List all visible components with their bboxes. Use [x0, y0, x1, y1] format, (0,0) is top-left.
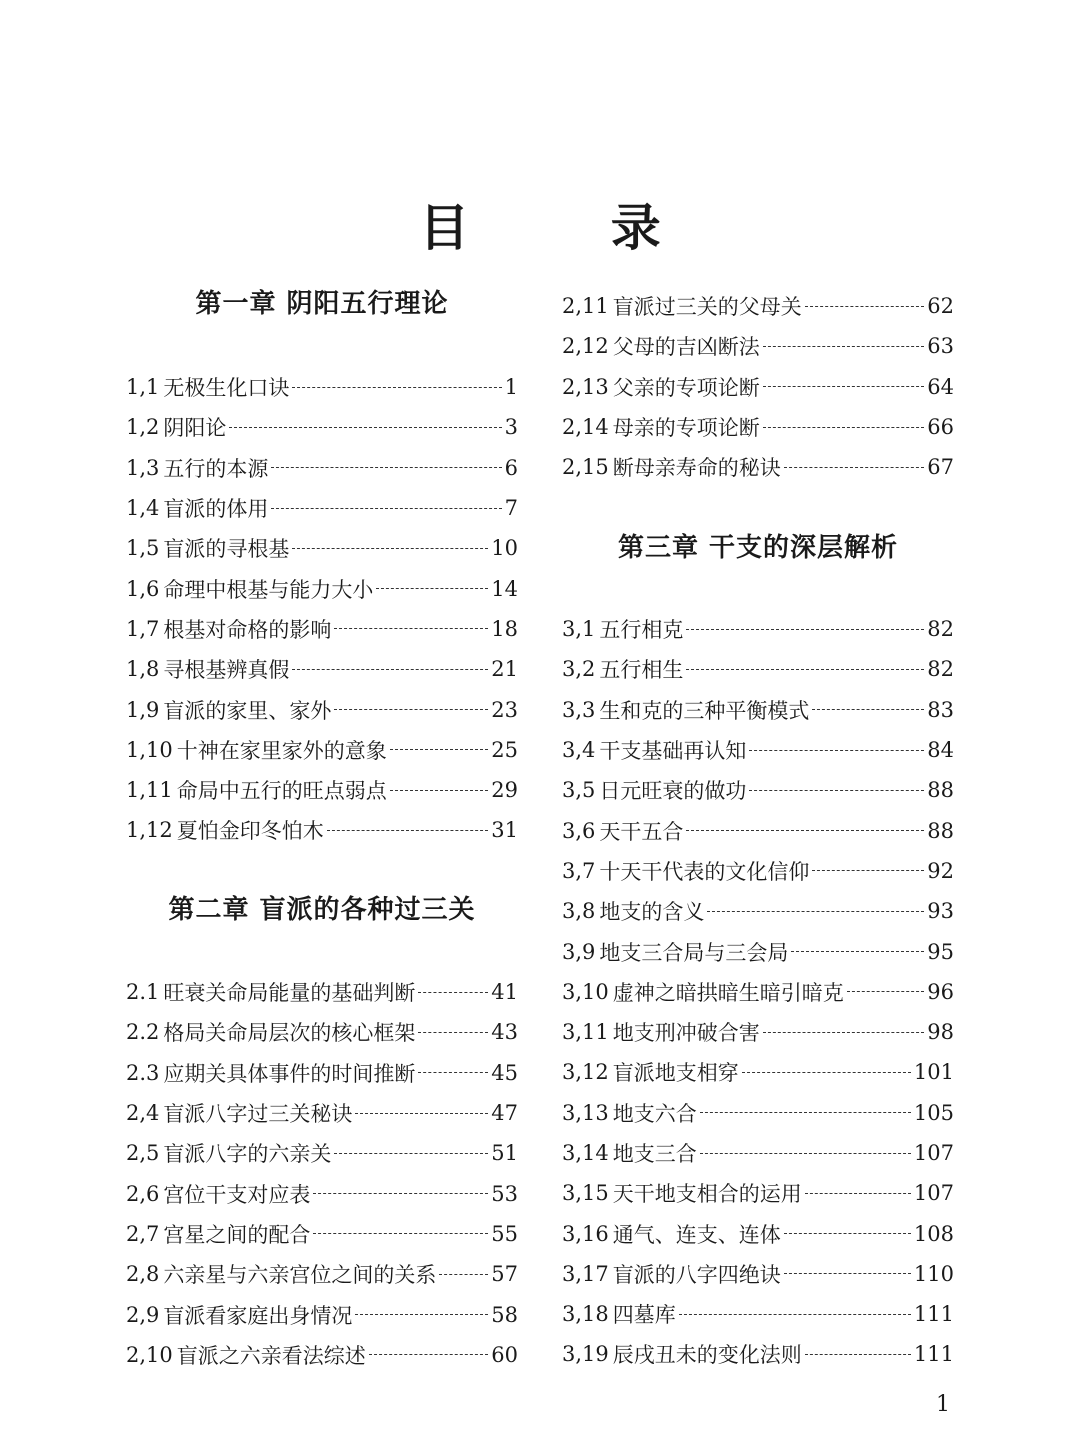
toc-entry-title: 天干五合 [599, 819, 684, 844]
toc-entry-number: 2,7 [126, 1221, 160, 1246]
toc-entry-title: 盲派地支相穿 [612, 1061, 739, 1086]
toc-entry-title: 十天干代表的文化信仰 [599, 859, 810, 884]
dash-leader [334, 709, 488, 710]
dash-leader [376, 588, 488, 589]
toc-entry-number: 1,3 [126, 455, 160, 480]
toc-entry-page: 29 [491, 778, 518, 803]
toc-entry-page: 23 [491, 697, 518, 722]
toc-entry-number: 3,16 [562, 1221, 609, 1246]
toc-entry-number: 2.1 [126, 980, 160, 1005]
toc-entry-page: 82 [927, 657, 954, 682]
toc-entry-number: 3,9 [562, 939, 596, 964]
dash-leader [418, 1032, 488, 1033]
toc-entry-title: 盲派看家庭出身情况 [163, 1303, 353, 1328]
toc-entry-title: 夏怕金印冬怕木 [176, 819, 324, 844]
toc-entry-number: 2,4 [126, 1101, 160, 1126]
toc-entry-number: 3,3 [562, 697, 596, 722]
toc-entry [562, 1294, 954, 1334]
dash-leader [229, 427, 501, 428]
toc-entry-page: 62 [927, 294, 954, 319]
toc-entry [126, 609, 518, 649]
toc-entry-title: 盲派的寻根基 [163, 537, 290, 562]
toc-entry-title: 四墓库 [612, 1303, 676, 1328]
toc-entry-page: 105 [913, 1100, 954, 1125]
toc-entry [562, 407, 954, 447]
toc-entry-page: 67 [927, 455, 954, 480]
toc-entry-page: 7 [504, 496, 518, 521]
dash-leader [390, 749, 489, 750]
toc-entry-number: 1,10 [126, 737, 173, 762]
dash-leader [749, 790, 924, 791]
toc-entry-title: 六亲星与六亲宫位之间的关系 [163, 1263, 437, 1288]
toc-entry-title: 应期关具体事件的时间推断 [163, 1061, 416, 1086]
toc-entry-page: 111 [913, 1342, 954, 1367]
toc-entry-number: 2,14 [562, 415, 609, 440]
toc-entry-number: 3,7 [562, 858, 596, 883]
toc-entry [562, 891, 954, 931]
dash-leader [763, 386, 925, 387]
toc-entry-number: 3,1 [562, 617, 596, 642]
toc-entry-page: 25 [491, 737, 518, 762]
toc-entry-page: 53 [491, 1181, 518, 1206]
toc-entry [126, 972, 518, 1012]
dash-leader [742, 1072, 911, 1073]
toc-entry-number: 1,9 [126, 697, 160, 722]
toc-list-chapter-1 [126, 367, 518, 851]
toc-entry [562, 1173, 954, 1213]
toc-entry [126, 810, 518, 850]
toc-entry-title: 根基对命格的影响 [163, 617, 332, 642]
dash-leader [334, 1153, 488, 1154]
toc-entry-page: 55 [491, 1221, 518, 1246]
toc-entry [562, 286, 954, 326]
toc-entry-title: 五行的本源 [163, 456, 269, 481]
toc-entry [126, 1294, 518, 1334]
toc-entry-page: 84 [927, 738, 954, 763]
toc-entry-page: 93 [927, 899, 954, 924]
toc-entry-page: 57 [491, 1262, 518, 1287]
toc-entry-title: 天干地支相合的运用 [612, 1182, 802, 1207]
toc-entry-number: 2,9 [126, 1302, 160, 1327]
toc-entry-page: 107 [913, 1141, 954, 1165]
toc-entry-title: 阴阳论 [163, 416, 227, 441]
toc-entry-title: 五行相克 [599, 618, 684, 643]
toc-entry [126, 1012, 518, 1052]
toc-list-chapter-2-part-1 [126, 972, 518, 1375]
toc-entry [562, 770, 954, 810]
toc-entry-number: 1,4 [126, 496, 160, 521]
toc-entry-page: 110 [913, 1261, 954, 1286]
chapter-heading-2: 第二章 盲派的各种过三关 [168, 895, 476, 925]
toc-entry-page: 95 [927, 939, 954, 964]
dash-leader [847, 991, 925, 992]
dash-leader [686, 629, 924, 630]
toc-entry-page: 66 [927, 415, 954, 440]
toc-entry-page: 60 [491, 1342, 518, 1367]
dash-leader [313, 1233, 488, 1234]
toc-entry-title: 寻根基辨真假 [163, 658, 290, 683]
dash-leader [334, 628, 488, 629]
toc-entry-page: 82 [927, 617, 954, 642]
dash-leader [418, 992, 488, 993]
toc-entry-page: 58 [491, 1302, 518, 1327]
toc-entry-title: 地支刑冲破合害 [612, 1021, 760, 1046]
dash-leader [679, 1314, 911, 1315]
toc-entry-number: 2.3 [126, 1060, 160, 1085]
dash-leader [784, 1233, 911, 1234]
toc-entry [562, 1093, 954, 1133]
toc-entry [562, 609, 954, 649]
toc-entry-title: 无极生化口诀 [163, 376, 290, 401]
dash-leader [763, 427, 925, 428]
toc-entry [562, 1334, 954, 1374]
toc-entry-number: 3,6 [562, 818, 596, 843]
toc-entry-number: 3,17 [562, 1261, 609, 1286]
toc-entry [562, 690, 954, 730]
dash-leader [805, 1354, 911, 1355]
dash-leader [791, 951, 924, 952]
toc-entry-title: 地支三合 [612, 1142, 697, 1166]
toc-entry-number: 3,11 [562, 1020, 609, 1045]
toc-entry-title: 盲派的八字四绝诀 [612, 1262, 781, 1287]
toc-entry-page: 64 [927, 374, 954, 399]
toc-list-chapter-3 [562, 609, 954, 1375]
dash-leader [763, 1032, 925, 1033]
toc-entry [126, 1335, 518, 1375]
toc-entry-page: 111 [913, 1302, 954, 1327]
toc-entry [562, 649, 954, 689]
toc-entry-page: 96 [927, 979, 954, 1004]
toc-entry-page: 45 [491, 1060, 518, 1085]
toc-entry-title: 通气、连支、连体 [612, 1222, 781, 1247]
toc-entry-page: 101 [913, 1060, 954, 1085]
dash-leader [707, 911, 924, 912]
toc-entry [562, 1052, 954, 1092]
toc-entry-title: 地支六合 [612, 1101, 697, 1126]
toc-entry-title: 五行相生 [599, 658, 684, 683]
toc-entry-page: 92 [927, 858, 954, 883]
toc-entry-page: 31 [491, 818, 518, 843]
toc-entry [126, 367, 518, 407]
toc-entry-page: 83 [927, 697, 954, 722]
toc-entry-page: 14 [491, 576, 518, 601]
toc-entry-title: 宫星之间的配合 [163, 1222, 311, 1247]
toc-entry [126, 1053, 518, 1093]
toc-entry-page: 41 [491, 980, 518, 1005]
toc-entry-number: 1,2 [126, 415, 160, 440]
toc-entry-title: 命理中根基与能力大小 [163, 577, 374, 602]
chapter-heading-3: 第三章 干支的深层解析 [617, 533, 899, 563]
dash-leader [271, 508, 501, 509]
toc-entry [562, 810, 954, 850]
toc-entry [126, 1093, 518, 1133]
dash-leader [805, 306, 925, 307]
toc-entry-page: 10 [491, 536, 518, 561]
toc-entry-number: 3,2 [562, 657, 596, 682]
toc-entry-page: 6 [504, 455, 518, 480]
toc-entry [562, 1213, 954, 1253]
dash-leader [355, 1113, 488, 1114]
page-title: 目 录 [419, 199, 723, 257]
dash-leader [812, 709, 924, 710]
chapter-heading-1: 第一章 阴阳五行理论 [195, 289, 449, 319]
toc-entry [126, 1254, 518, 1294]
toc-entry-number: 2,13 [562, 374, 609, 399]
toc-entry-number: 1,12 [126, 818, 173, 843]
dash-leader [812, 870, 924, 871]
dash-leader [784, 467, 925, 468]
toc-entry-number: 2,6 [126, 1181, 160, 1206]
dash-leader [271, 467, 501, 468]
toc-list-chapter-2-part-2 [562, 286, 954, 487]
dash-leader [292, 669, 488, 670]
toc-entry-number: 1,6 [126, 576, 160, 601]
dash-leader [700, 1112, 911, 1113]
toc-entry-page: 21 [491, 657, 518, 682]
toc-entry [126, 730, 518, 770]
toc-entry-page: 63 [927, 334, 954, 359]
dash-leader [292, 387, 501, 388]
toc-entry-number: 1,8 [126, 657, 160, 682]
toc-entry-number: 1,11 [126, 778, 173, 803]
toc-entry [126, 1133, 518, 1173]
toc-entry-title: 断母亲寿命的秘诀 [612, 456, 781, 481]
dash-leader [686, 830, 924, 831]
toc-entry-title: 母亲的专项论断 [612, 416, 760, 441]
toc-entry [562, 367, 954, 407]
toc-entry-title: 盲派的体用 [163, 497, 269, 522]
toc-entry [126, 448, 518, 488]
toc-entry-number: 3,14 [562, 1141, 609, 1165]
toc-entry-page: 107 [913, 1181, 954, 1206]
toc-entry-page: 51 [491, 1141, 518, 1166]
dash-leader [784, 1273, 911, 1274]
toc-entry-title: 盲派之六亲看法综述 [176, 1343, 366, 1368]
toc-entry-title: 辰戌丑未的变化法则 [612, 1343, 802, 1368]
toc-entry-number: 1,7 [126, 616, 160, 641]
toc-entry-page: 98 [927, 1020, 954, 1045]
dash-leader [805, 1193, 911, 1194]
toc-entry-title: 地支的含义 [599, 900, 705, 925]
toc-entry-number: 3,10 [562, 979, 609, 1004]
toc-entry [562, 931, 954, 971]
toc-entry-number: 3,15 [562, 1181, 609, 1206]
toc-entry-number: 2,10 [126, 1342, 173, 1367]
dash-leader [292, 548, 488, 549]
toc-entry [562, 730, 954, 770]
page-number: 1 [936, 1392, 950, 1417]
toc-entry [126, 407, 518, 447]
toc-entry [562, 1133, 954, 1173]
toc-entry-number: 3,13 [562, 1100, 609, 1125]
toc-entry-number: 2.2 [126, 1020, 160, 1045]
toc-entry-page: 108 [913, 1221, 954, 1246]
toc-entry [126, 568, 518, 608]
toc-entry-page: 47 [491, 1101, 518, 1126]
toc-entry-page: 43 [491, 1020, 518, 1045]
toc-entry [126, 488, 518, 528]
dash-leader [313, 1193, 488, 1194]
toc-entry [562, 326, 954, 366]
toc-entry-title: 父母的吉凶断法 [612, 335, 760, 360]
dash-leader [390, 790, 489, 791]
dash-leader [763, 346, 925, 347]
toc-entry-page: 3 [504, 415, 518, 440]
toc-entry-number: 2,8 [126, 1262, 160, 1287]
toc-entry-title: 盲派八字的六亲关 [163, 1142, 332, 1167]
toc-entry-title: 盲派过三关的父母关 [612, 295, 802, 320]
toc-entry [126, 1214, 518, 1254]
dash-leader [700, 1153, 911, 1154]
toc-entry-number: 3,18 [562, 1302, 609, 1327]
toc-entry-number: 1,5 [126, 536, 160, 561]
dash-leader [327, 830, 489, 831]
dash-leader [355, 1314, 488, 1315]
toc-entry [562, 851, 954, 891]
toc-entry-title: 生和克的三种平衡模式 [599, 698, 810, 723]
toc-entry-number: 3,19 [562, 1342, 609, 1367]
toc-entry-title: 干支基础再认知 [599, 739, 747, 764]
toc-entry-title: 虚神之暗拱暗生暗引暗克 [612, 980, 844, 1005]
toc-entry [126, 649, 518, 689]
toc-entry-title: 宫位干支对应表 [163, 1182, 311, 1207]
toc-entry [126, 770, 518, 810]
toc-entry-number: 3,4 [562, 738, 596, 763]
dash-leader [369, 1354, 489, 1355]
toc-entry-title: 盲派八字过三关秘诀 [163, 1102, 353, 1127]
toc-entry-number: 2,5 [126, 1141, 160, 1166]
toc-entry [126, 1173, 518, 1213]
toc-entry-title: 命局中五行的旺点弱点 [176, 779, 387, 804]
dash-leader [686, 669, 924, 670]
toc-entry-number: 1,1 [126, 375, 160, 400]
toc-entry-title: 盲派的家里、家外 [163, 698, 332, 723]
dash-leader [418, 1072, 488, 1073]
toc-entry-title: 旺衰关命局能量的基础判断 [163, 981, 416, 1006]
toc-entry [126, 528, 518, 568]
toc-entry [126, 689, 518, 729]
toc-entry-number: 3,8 [562, 899, 596, 924]
dash-leader [749, 750, 924, 751]
toc-entry-title: 父亲的专项论断 [612, 375, 760, 400]
toc-entry-title: 十神在家里家外的意象 [176, 738, 387, 763]
toc-entry-title: 地支三合局与三会局 [599, 940, 789, 965]
toc-entry-title: 格局关命局层次的核心框架 [163, 1021, 416, 1046]
toc-entry-number: 2,12 [562, 334, 609, 359]
toc-entry [562, 1012, 954, 1052]
toc-entry [562, 972, 954, 1012]
toc-entry-number: 2,11 [562, 294, 609, 319]
toc-entry-page: 18 [491, 616, 518, 641]
dash-leader [439, 1274, 488, 1275]
toc-entry [562, 447, 954, 487]
toc-entry-page: 88 [927, 818, 954, 843]
toc-entry-number: 3,12 [562, 1060, 609, 1085]
toc-entry-number: 2,15 [562, 455, 609, 480]
toc-entry-page: 1 [504, 375, 518, 400]
toc-entry-number: 3,5 [562, 778, 596, 803]
toc-entry-title: 日元旺衰的做功 [599, 779, 747, 804]
toc-entry [562, 1254, 954, 1294]
toc-entry-page: 88 [927, 778, 954, 803]
